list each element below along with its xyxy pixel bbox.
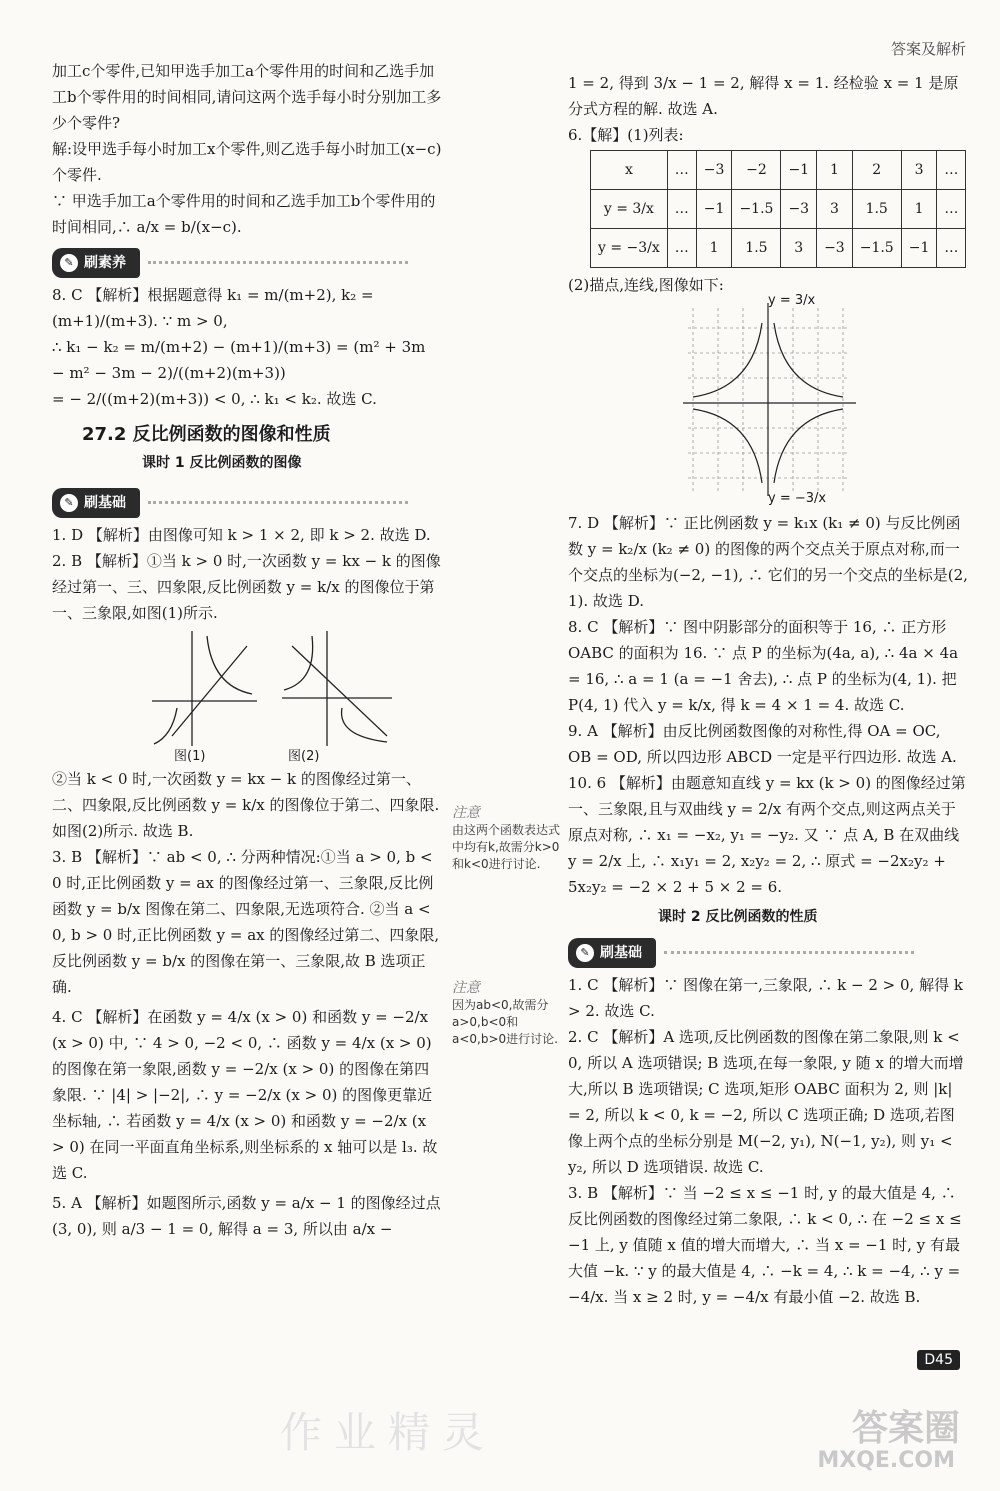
answer-item: (2)描点,连线,图像如下:	[568, 276, 724, 294]
side-note	[452, 805, 560, 873]
solution-text: 解:设甲选手每小时加工x个零件,则乙选手每小时加工(x−c)个零件.	[52, 140, 442, 184]
table-cell: …	[667, 229, 696, 268]
problem-text: 加工c个零件,已知甲选手加工a个零件用的时间和乙选手加工b个零件用的时间相同,请问这两个选手每小时分别加工多少个零件?	[52, 62, 442, 132]
answer-item: 3. B 【解析】∵ 当 −2 ≤ x ≤ −1 时, y 的最大值是 4, ∴ 反比例函数的图像经过第二象限, ∴ k < 0, ∴ 在 −2 ≤ x ≤ −1 上, y 值随 x 值的增大而增大, ∴ 当 x = −1 时, y 有最大值 −k. ∵ y 的最大值是 4, ∴ −k = 4, ∴ k = −4, ∴ y = −4/x. 当 x ≥ 2 时, y = −4/x 有最小值 −2. 故选 B.	[568, 1184, 962, 1306]
table-cell: …	[667, 190, 696, 229]
table-cell: 1.5	[732, 229, 781, 268]
table-cell: 3	[901, 151, 937, 190]
table-cell: 1	[901, 190, 937, 229]
graph-label: y = −3/x	[768, 491, 827, 506]
value-table	[590, 150, 966, 268]
answer-item: ②当 k < 0 时,一次函数 y = kx − k 的图像经过第一、二、四象限,反比例函数 y = k/x 的图像位于第二、四象限. 如图(2)所示. 故选 B.	[52, 770, 440, 840]
table-row	[591, 151, 966, 190]
note-title: 注意	[452, 805, 480, 821]
table-cell: 1	[817, 151, 853, 190]
answer-item: 4. C 【解析】在函数 y = 4/x (x > 0) 和函数 y = −2/x (x > 0) 中, ∵ 4 > 0, −2 < 0, ∴ 函数 y = 4/x (x > 0) 的图像在第一象限,函数 y = −2/x (x > 0) 的图像在第四象限. ∵ |4| > |−2|, ∴ y = −2/x (x > 0) 的图像更靠近坐标轴, ∴ 若函数 y = 4/x (x > 0) 和函数 y = −2/x (x > 0) 在同一平面直角坐标系,则坐标系的 x 轴可以是 l₃. 故选 C.	[52, 1008, 438, 1182]
note-text: 因为ab<0,故需分a>0,b<0和a<0,b>0进行讨论.	[452, 998, 558, 1046]
figure-area	[52, 626, 442, 766]
side-note	[452, 980, 560, 1048]
answer-item: = − 2/((m+2)(m+3)) < 0, ∴ k₁ < k₂. 故选 C.	[52, 390, 377, 408]
answer-item: 1. D 【解析】由图像可知 k > 1 × 2, 即 k > 2. 故选 D.	[52, 526, 431, 544]
section-banner: ✎ 刷基础	[568, 930, 968, 972]
lesson-title: 课时 2 反比例函数的性质	[658, 909, 818, 925]
answer-item: 8. C 【解析】根据题意得 k₁ = m/(m+2), k₂ = (m+1)/(m+3). ∵ m > 0,	[52, 286, 374, 330]
table-cell: …	[937, 190, 966, 229]
book-icon: ✎	[576, 944, 594, 962]
answer-item: 7. D 【解析】∵ 正比例函数 y = k₁x (k₁ ≠ 0) 与反比例函数 y = k₂/x (k₂ ≠ 0) 的图像的两个交点关于原点对称,而一个交点的坐标为(−2, −1), ∴ 它们的另一个交点的坐标是(2, 1). 故选 D.	[568, 514, 968, 610]
table-cell: −1	[901, 229, 937, 268]
table-cell: x	[591, 151, 668, 190]
watermark-logo: 答案圈	[851, 1408, 960, 1449]
page-number: D45	[917, 1350, 960, 1370]
table-cell: −1	[781, 151, 817, 190]
answer-item: 1. C 【解析】∵ 图像在第一,三象限, ∴ k − 2 > 0, 解得 k > 2. 故选 C.	[568, 976, 963, 1020]
table-row	[591, 229, 966, 268]
hyperbola-svg	[678, 298, 858, 498]
table-cell: −1.5	[852, 229, 901, 268]
table-cell: 3	[817, 190, 853, 229]
graph-label: y = 3/x	[768, 293, 816, 308]
watermark-url: MXQE.COM	[817, 1448, 955, 1473]
answer-item: 9. A 【解析】由反比例函数图像的对称性,得 OA = OC, OB = OD, 所以四边形 ABCD 一定是平行四边形. 故选 A.	[568, 722, 957, 766]
answer-item: 2. C 【解析】A 选项,反比例函数的图像在第二象限,则 k < 0, 所以 A 选项错误; B 选项,在每一象限, y 随 x 的增大而增大,所以 B 选项错误; C 选项,矩形 OABC 面积为 2, 则 |k| = 2, 所以 k < 0, k = −2, 所以 C 选项正确; D 选项,若图像上两个点的坐标分别是 M(−2, y₁), N(−1, y₂), 则 y₁ < y₂, 所以 D 选项错误. 故选 C.	[568, 1028, 964, 1176]
hyperbola-graph	[568, 293, 968, 506]
table-row	[591, 190, 966, 229]
book-icon: ✎	[60, 494, 78, 512]
table-cell: −2	[732, 151, 781, 190]
answer-item: 2. B 【解析】①当 k > 0 时,一次函数 y = kx − k 的图像经过第一、三、四象限,反比例函数 y = k/x 的图像位于第一、三象限,如图(1)所示.	[52, 552, 441, 622]
table-cell: …	[937, 229, 966, 268]
section-banner: ✎ 刷基础	[52, 480, 442, 522]
answer-item: 10. 6 【解析】由题意知直线 y = kx (k > 0) 的图像经过第一、三象限,且与双曲线 y = 2/x 有两个交点,则这两点关于原点对称, ∴ x₁ = −x₂, y₁ = −y₂. 又 ∵ 点 A, B 在双曲线 y = 2/x 上, ∴ x₁y₁ = 2, x₂y₂ = 2, ∴ 原式 = −2x₂y₂ + 5x₂y₂ = −2 × 2 + 5 × 2 = 6.	[568, 774, 966, 896]
note-text: 由这两个函数表达式中均有k,故需分k>0和k<0进行讨论.	[452, 823, 561, 871]
book-icon: ✎	[60, 254, 78, 272]
answer-item: 1 = 2, 得到 3/x − 1 = 2, 解得 x = 1. 经检验 x = 1 是原分式方程的解. 故选 A.	[568, 74, 959, 118]
table-cell: y = 3/x	[591, 190, 668, 229]
answer-item: 3. B 【解析】∵ ab < 0, ∴ 分两种情况:①当 a > 0, b < 0 时,正比例函数 y = ax 的图像经过第一、三象限,反比例函数 y = b/x 图像在第二、四象限,无选项符合. ②当 a < 0, b > 0 时,正比例函数 y = ax 的图像经过第二、四象限,反比例函数 y = b/x 的图像在第一、三象限,故 B 选项正确.	[52, 848, 440, 996]
table-cell: 1	[696, 229, 732, 268]
table-cell: −3	[696, 151, 732, 190]
table-cell: 2	[852, 151, 901, 190]
table-cell: y = −3/x	[591, 229, 668, 268]
figure-caption: 图(2)	[288, 749, 320, 764]
table-cell: −1	[696, 190, 732, 229]
right-column	[568, 70, 968, 1310]
table-cell: …	[667, 151, 696, 190]
lesson-title: 课时 1 反比例函数的图像	[142, 455, 302, 471]
answer-item: 8. C 【解析】∵ 图中阴影部分的面积等于 16, ∴ 正方形 OABC 的面积为 16. ∵ 点 P 的坐标为(4a, a), ∴ 4a × 4a = 16, ∴ a = 1 (a = −1 舍去), ∴ 点 P 的坐标为(4, 1). 把 P(4, 1) 代入 y = k/x, 得 k = 4 × 1 = 4. 故选 C.	[568, 618, 959, 714]
table-cell: −3	[781, 190, 817, 229]
page-header: 答案及解析	[890, 40, 966, 58]
answer-item: ∴ k₁ − k₂ = m/(m+2) − (m+1)/(m+3) = (m² + 3m − m² − 3m − 2)/((m+2)(m+3))	[52, 338, 426, 382]
figure-caption: 图(1)	[174, 749, 206, 764]
table-cell: …	[937, 151, 966, 190]
table-cell: 1.5	[852, 190, 901, 229]
section-title: 27.2 反比例函数的图像和性质	[82, 424, 331, 445]
answer-item: 5. A 【解析】如题图所示,函数 y = a/x − 1 的图像经过点(3, 0), 则 a/3 − 1 = 0, 解得 a = 3, 所以由 a/x −	[52, 1194, 441, 1238]
left-column	[52, 58, 442, 1242]
note-title: 注意	[452, 980, 480, 996]
table-cell: −3	[817, 229, 853, 268]
table-cell: −1.5	[732, 190, 781, 229]
table-cell: 3	[781, 229, 817, 268]
solution-text: ∵ 甲选手加工a个零件用的时间和乙选手加工b个零件用的时间相同,∴ a/x = b/(x−c).	[52, 192, 436, 236]
watermark: 作业精灵	[280, 1408, 497, 1457]
answer-item: 6.【解】(1)列表:	[568, 126, 684, 144]
section-banner: ✎ 刷素养	[52, 240, 442, 282]
